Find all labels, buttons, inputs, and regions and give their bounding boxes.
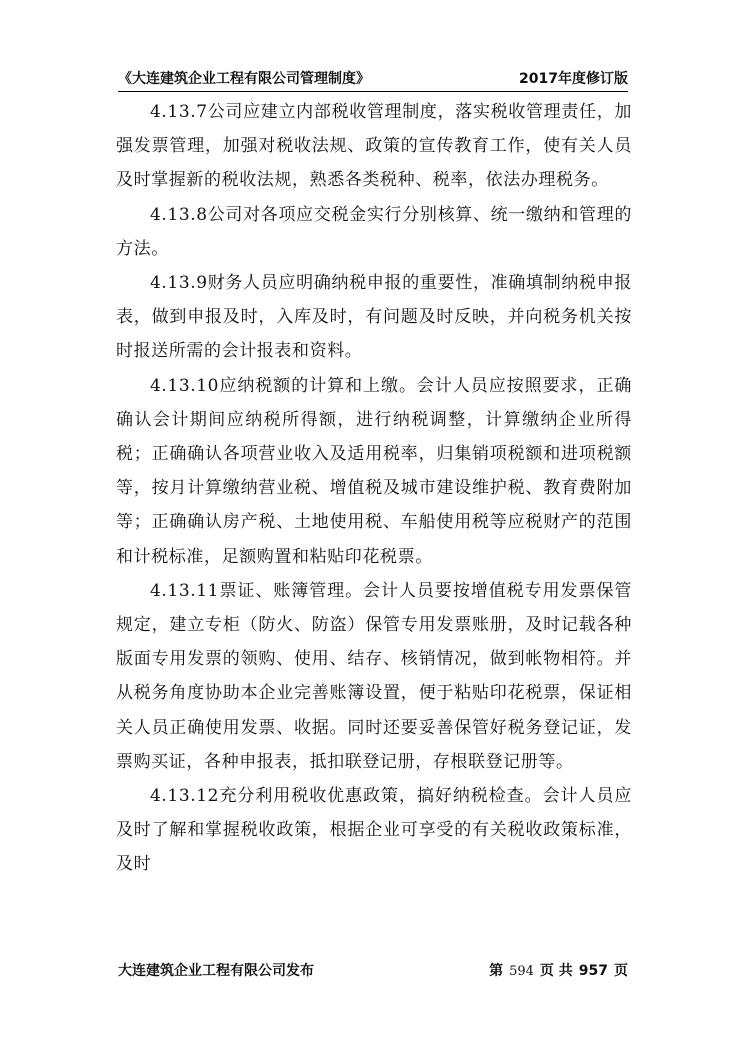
page-prefix: 第 — [489, 963, 504, 979]
paragraph-4-13-9: 4.13.9财务人员应明确纳税申报的重要性，准确填制纳税申报表，做到申报及时，入库及时，有问题及时反映，并向税务机关按时报送所需的会计报表和资料。 — [116, 273, 632, 362]
paragraph-4-13-12: 4.13.12充分利用税收优惠政策，搞好纳税检查。会计人员应及时了解和掌握税收政策，根据企业可享受的有关税收政策标准，及时 — [116, 786, 632, 875]
paragraph-4-13-11: 4.13.11票证、账簿管理。会计人员要按增值税专用发票保管规定，建立专柜（防火、防盗）保管专用发票账册，及时记载各种版面专用发票的领购、使用、结存、核销情况，做到帐物相符。并从税务角度协助本企业完善账簿设置，便于粘贴印花税票，保证相关人员正确使用发票、收据。同时还要妥善保管好税务登记证，发票购买证，各种申报表，抵扣联登记册，存根联登记册等。 — [116, 580, 632, 772]
document-title: 《大连建筑企业工程有限公司管理制度》 — [118, 71, 370, 87]
paragraph-4-13-8: 4.13.8公司对各项应交税金实行分别核算、统一缴纳和管理的方法。 — [116, 204, 632, 259]
total-pages: 957 — [578, 963, 608, 979]
page-number: 594 — [509, 964, 534, 979]
page-header — [118, 66, 628, 92]
edition-label: 2017年度修订版 — [519, 71, 628, 87]
page-indicator — [489, 960, 628, 980]
page-suffix: 页 — [614, 963, 628, 979]
paragraph-4-13-10: 4.13.10应纳税额的计算和上缴。会计人员应按照要求，正确确认会计期间应纳税所得额，进行纳税调整，计算缴纳企业所得税；正确确认各项营业收入及适用税率，归集销项税额和进项税额等，按月计算缴纳营业税、增值税及城市建设维护税、教育费附加等；正确确认房产税、土地使用税、车船使用税等应税财产的范围和计税标准，足额购置和粘贴印花税票。 — [116, 375, 632, 567]
paragraph-4-13-7: 4.13.7公司应建立内部税收管理制度，落实税收管理责任，加强发票管理，加强对税收法规、政策的宣传教育工作，使有关人员及时掌握新的税收法规，熟悉各类税种、税率，依法办理税务。 — [116, 102, 632, 191]
page-footer — [118, 960, 628, 980]
page-mid: 页 共 — [539, 963, 573, 979]
document-body — [116, 95, 632, 882]
publisher-label: 大连建筑企业工程有限公司发布 — [118, 963, 314, 979]
